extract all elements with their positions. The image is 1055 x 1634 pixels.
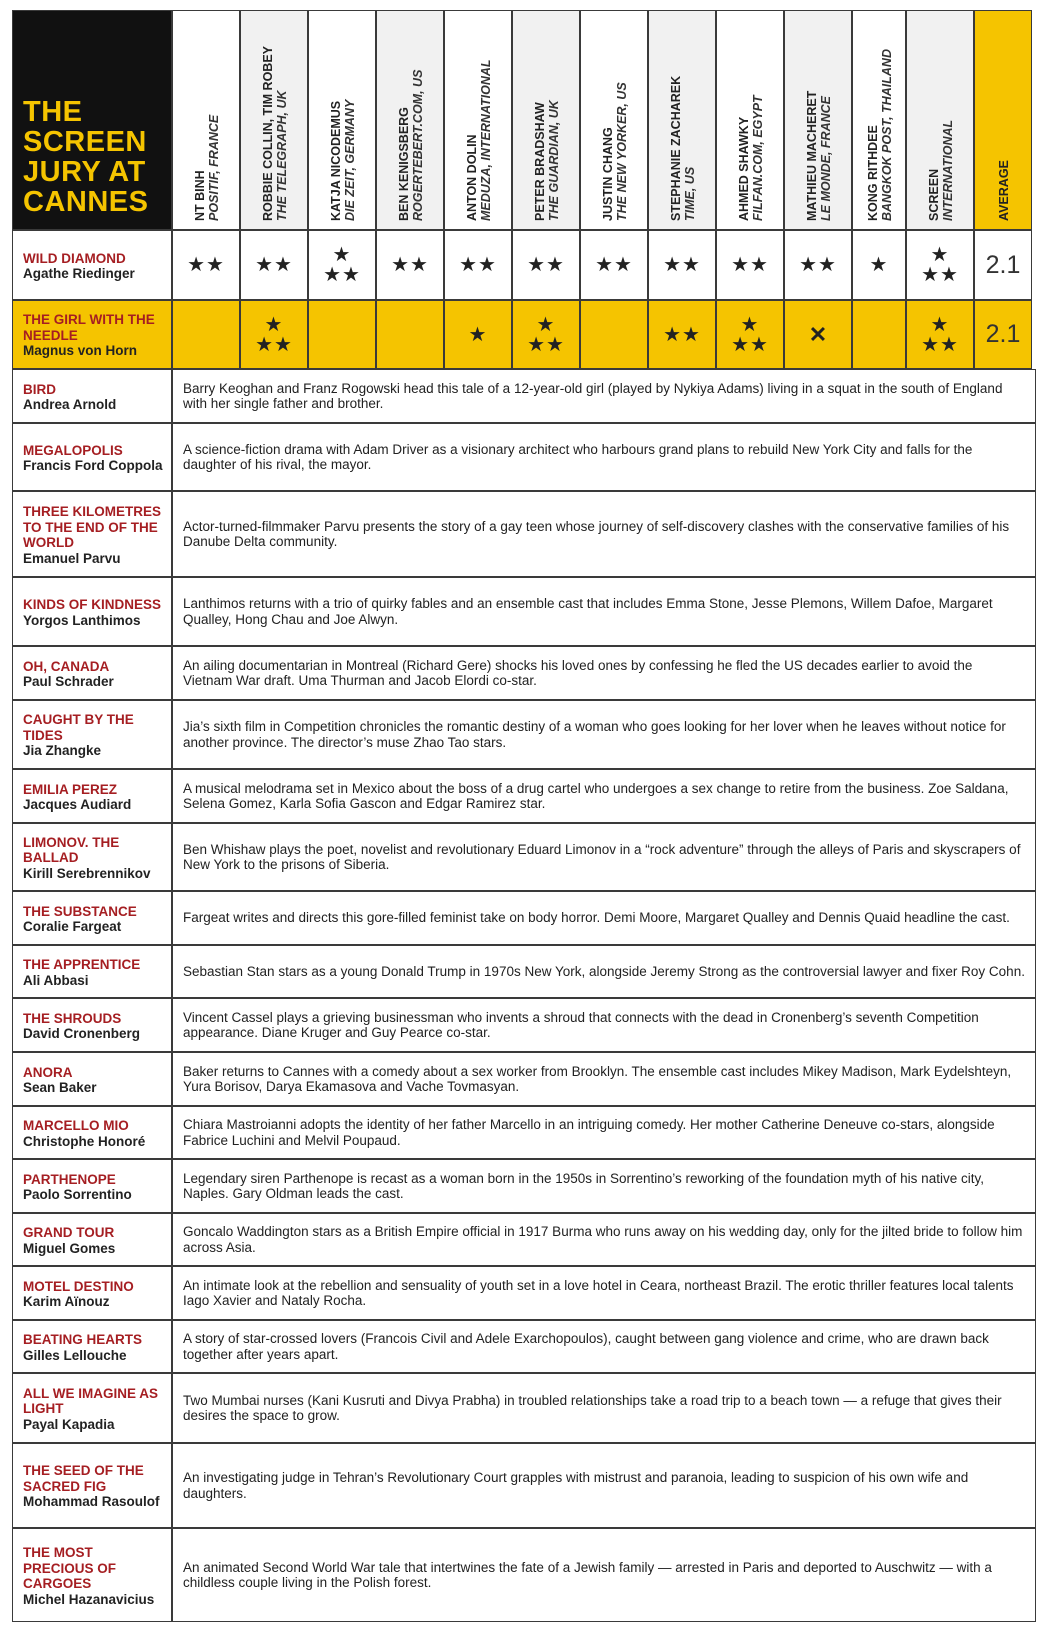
critic-label [261,46,289,221]
film-cell [12,1159,172,1213]
critic-header [512,10,580,230]
film-synopsis-cell [172,1266,1036,1320]
rating-cell [444,300,512,369]
film-synopsis: An investigating judge in Tehran’s Revolutionary Court grapples with mistrust and paranoia, leading to suspicion of his own wife and daughters. [183,1470,969,1501]
critic-label [329,100,357,221]
film-title: CAUGHT BY THE TIDES [23,712,134,743]
film-title: BIRD [23,381,56,397]
film-title: ALL WE IMAGINE AS LIGHT [23,1385,158,1417]
critic-label [601,82,629,221]
film-cell [12,491,172,577]
film-synopsis: Ben Whishaw plays the poet, novelist and revolutionary Eduard Limonov in a “rock adventure” through the alleys of Paris and skyscrapers of New York to the prisons of Siberia. [183,841,1021,872]
film-synopsis-cell [172,700,1036,769]
star-rating: ★ ★★ [255,313,293,356]
film-synopsis-cell [172,1213,1036,1266]
film-cell [12,1052,172,1106]
rating-cell [852,230,906,300]
film-synopsis: A science-fiction drama with Adam Driver as a visionary architect who harbours grand plans to rebuild New York City and falls for the daughter of his rival, the mayor. [183,441,973,472]
film-director: Coralie Fargeat [23,919,122,934]
film-synopsis: A story of star-crossed lovers (Francois Civil and Adele Exarchopoulos), caught between gang violence and crime, who are drawn back together after years apart. [183,1331,989,1362]
film-director: Paul Schrader [23,674,114,689]
film-synopsis: Jia’s sixth film in Competition chronicles the romantic destiny of a woman who goes looking for her lover when he leaves without notice for another province. The director’s muse Zhao Tao stars. [183,719,1006,750]
film-synopsis: A musical melodrama set in Mexico about the boss of a drug cartel who undergoes a sex change to retire from the business. Zoe Saldana, Selena Gomez, Karla Sofia Gascon and Edgar Ramirez star. [183,780,1009,811]
film-synopsis-cell [172,769,1036,823]
film-title: THE GIRL WITH THE NEEDLE [23,312,155,343]
film-cell [12,769,172,823]
film-title: EMILIA PEREZ [23,781,118,797]
film-synopsis-cell [172,1320,1036,1373]
film-synopsis: Vincent Cassel plays a grieving businessman who invents a shroud that connects with the dead in Cronenberg’s seventh Competition appearance. Diane Kruger and Guy Pearce co-star. [183,1009,979,1040]
rating-cell [172,230,240,300]
critic-name: STEPHANIE ZACHAREK [669,75,683,221]
rated-film-cell [12,300,172,369]
film-director: Ali Abbasi [23,972,89,988]
rating-cell [716,230,784,300]
rating-cell [240,230,308,300]
film-director: Francis Ford Coppola [23,458,163,473]
rating-cell [648,230,716,300]
film-title: KINDS OF KINDNESS [23,597,162,612]
film-cell [12,1443,172,1528]
average-label: AVERAGE [997,160,1011,221]
average-header [974,10,1032,230]
critic-name: JUSTIN CHANG [601,127,615,221]
critic-header [580,10,648,230]
page-title: THE SCREEN JURY AT CANNES [23,96,149,218]
critic-name: ROBBIE COLLIN, TIM ROBEY [261,46,275,221]
film-title: MOTEL DESTINO [23,1278,134,1294]
film-synopsis: Lanthimos returns with a trio of quirky fables and an ensemble cast that includes Emma Stone, Jesse Plemons, Willem Dafoe, Margaret Qualley, Hong Chau and Joe Alwyn. [183,596,993,627]
film-director: Miguel Gomes [23,1240,116,1256]
critic-publication: LE MONDE, FRANCE [819,96,833,221]
rating-cell [580,230,648,300]
film-synopsis-cell [172,1052,1036,1106]
film-synopsis: An ailing documentarian in Montreal (Richard Gere) shocks his loved ones by confessing he fled the US decades earlier to avoid the Vietnam War draft. Uma Thurman and Jacob Elordi co-star. [183,657,973,688]
critic-name: BEN KENIGSBERG [397,107,411,221]
rating-cell [172,300,240,369]
rating-cell [906,300,974,369]
film-synopsis-cell [172,823,1036,891]
rating-cell [376,230,444,300]
film-synopsis-cell [172,1443,1036,1528]
star-rating: ★★ [663,254,701,276]
average-score [974,230,1032,300]
rating-cell [852,300,906,369]
film-synopsis: Fargeat writes and directs this gore-filled feminist take on body horror. Demi Moore, Margaret Qualley and Dennis Quaid headline the cast. [183,910,1010,926]
critic-name: NT BINH [193,170,207,221]
film-title: THE SHROUDS [23,1010,122,1026]
star-rating: ★★ [187,254,225,276]
film-director: David Cronenberg [23,1026,141,1041]
film-synopsis: Actor-turned-filmmaker Parvu presents the story of a gay teen whose journey of self-discovery clashes with the conservative families of his Danube Delta community. [183,518,1010,549]
film-cell [12,998,172,1052]
average-value: 2.1 [985,250,1021,279]
film-synopsis: Chiara Mastroianni adopts the identity of her father Marcello in an intriguing comedy. Her mother Catherine Deneuve co-stars, alongside Fabrice Luchini and Melvil Poupaud. [183,1117,995,1148]
star-rating: ★★ [663,323,701,346]
film-synopsis-cell [172,1106,1036,1159]
rating-cell [906,230,974,300]
critic-publication: INTERNATIONAL [941,119,955,221]
film-cell [12,646,172,700]
critic-publication: ROGERTEBERT.COM, US [411,69,425,221]
film-director: Agathe Riedinger [23,266,135,281]
film-synopsis-cell [172,491,1036,577]
critic-publication: THE NEW YORKER, US [615,82,629,221]
rated-film-cell [12,230,172,300]
average-label-wrap [997,160,1011,221]
film-director: Paolo Sorrentino [23,1187,132,1202]
film-title: THE SEED OF THE SACRED FIG [23,1463,144,1494]
bad-rating-cross-icon: ✕ [808,321,828,347]
star-rating: ★ ★★ [731,313,769,356]
star-rating: ★★ [255,254,293,276]
film-director: Christophe Honoré [23,1133,146,1149]
star-rating: ★★ [799,254,837,276]
star-rating: ★★ [595,254,633,276]
star-rating: ★★ [459,254,497,276]
film-synopsis: Goncalo Waddington stars as a British Empire official in 1917 Burma who runs away on his wedding day, only for the jilted bride to follow him across Asia. [183,1224,1023,1255]
critic-name: KONG RITHDEE [866,125,880,221]
critic-name: MATHIEU MACHERET [805,90,819,221]
star-rating: ★ ★★ [527,313,565,356]
critic-publication: FILFAN.COM, EGYPT [751,95,765,221]
rating-cell [240,300,308,369]
film-director: Jia Zhangke [23,743,102,759]
film-synopsis: Barry Keoghan and Franz Rogowski head this tale of a 12-year-old girl (played by Nykiya Adams) living in a squat in the south of England with her single father and brother. [183,380,1003,411]
film-synopsis-cell [172,945,1036,998]
rating-cell [648,300,716,369]
average-score [974,300,1032,369]
film-synopsis: Two Mumbai nurses (Kani Kusruti and Divya Prabha) in troubled relationships take a road trip to a beach town — a refuge that gives their desires the space to grow. [183,1392,1002,1423]
critic-publication: TIME, US [683,166,697,221]
rating-cell [376,300,444,369]
film-cell [12,423,172,491]
critic-label [397,70,425,221]
title-block [12,10,172,230]
critic-header [308,10,376,230]
film-title: GRAND TOUR [23,1225,115,1240]
star-rating: ★ ★★ [921,244,959,286]
star-rating: ★★ [391,254,429,276]
star-rating: ★ [869,254,889,276]
film-title: LIMONOV. THE BALLAD [23,834,120,866]
critic-name: KATJA NICODEMUS [329,100,343,221]
film-title: THE SUBSTANCE [23,903,137,919]
film-title: PARTHENOPE [23,1171,116,1187]
critic-label [866,49,894,221]
film-cell [12,577,172,646]
film-title: THE APPRENTICE [23,957,141,972]
film-director: Andrea Arnold [23,397,117,412]
rating-cell [308,300,376,369]
film-synopsis-cell [172,998,1036,1052]
critic-header [172,10,240,230]
film-synopsis-cell [172,423,1036,491]
critic-header [784,10,852,230]
film-cell [12,1213,172,1266]
film-director: Mohammad Rasoulof [23,1494,160,1510]
critic-publication: MEDUZA, INTERNATIONAL [479,59,493,221]
star-rating: ★ [468,323,488,346]
rating-cell [784,300,852,369]
film-synopsis: An animated Second World War tale that intertwines the fate of a Jewish family — arrested in Paris and deported to Auschwitz — with a childless couple living in the Polish forest. [183,1559,992,1590]
critic-header [906,10,974,230]
critic-publication: BANGKOK POST, THAILAND [880,49,894,221]
film-synopsis: Sebastian Stan stars as a young Donald Trump in 1970s New York, alongside Jeremy Strong as the controversial lawyer and fixer Roy Cohn. [183,963,1025,979]
film-director: Gilles Lellouche [23,1347,127,1363]
film-title: BEATING HEARTS [23,1332,143,1347]
film-cell [12,369,172,423]
critic-header [852,10,906,230]
star-rating: ★★ [731,254,769,276]
critic-label [737,95,765,221]
critic-header [648,10,716,230]
star-rating: ★ ★★ [921,313,959,356]
average-value: 2.1 [985,320,1021,348]
critic-name: ANTON DOLIN [465,134,479,221]
film-director: Magnus von Horn [23,343,137,359]
critic-header [376,10,444,230]
film-cell [12,1320,172,1373]
critic-label [533,100,561,221]
film-synopsis: An intimate look at the rebellion and sensuality of youth set in a love hotel in Ceara, northeast Brazil. The erotic thriller features local talents Iago Xavier and Nataly Rocha. [183,1277,1014,1308]
film-director: Jacques Audiard [23,797,132,812]
film-cell [12,1266,172,1320]
critic-label [193,115,221,221]
film-synopsis-cell [172,1528,1036,1622]
critic-name: SCREEN [927,168,941,221]
rating-cell [512,230,580,300]
film-cell [12,823,172,891]
film-director: Karim Aïnouz [23,1294,110,1309]
film-title: MEGALOPOLIS [23,442,123,458]
critic-publication: DIE ZEIT, GERMANY [343,99,357,221]
film-director: Yorgos Lanthimos [23,612,141,628]
film-cell [12,891,172,945]
critic-label [669,76,697,221]
film-synopsis: Baker returns to Cannes with a comedy about a sex worker from Brooklyn. The ensemble cast includes Mikey Madison, Mark Eydelshteyn, Yura Borisov, Darya Ekamasova and Vache Tovmasyan. [183,1063,1012,1094]
film-title: OH, CANADA [23,658,110,674]
film-cell [12,1106,172,1159]
rating-cell [444,230,512,300]
film-synopsis-cell [172,369,1036,423]
rating-cell [580,300,648,369]
critic-publication: THE TELEGRAPH, UK [275,90,289,221]
critic-label [805,91,833,221]
film-synopsis-cell [172,1373,1036,1443]
film-director: Kirill Serebrennikov [23,865,151,881]
film-cell [12,700,172,769]
film-title: THREE KILOMETRES TO THE END OF THE WORLD [23,504,162,550]
film-director: Emanuel Parvu [23,550,121,566]
film-cell [12,945,172,998]
critic-header [240,10,308,230]
critic-header [444,10,512,230]
rating-cell [308,230,376,300]
critic-name: AHMED SHAWKY [737,116,751,221]
film-title: ANORA [23,1064,73,1080]
film-title: WILD DIAMOND [23,250,126,266]
film-cell [12,1373,172,1443]
rating-cell [716,300,784,369]
film-director: Payal Kapadia [23,1416,115,1432]
film-director: Michel Hazanavicius [23,1591,155,1607]
rating-cell [512,300,580,369]
film-synopsis-cell [172,577,1036,646]
film-synopsis-cell [172,1159,1036,1213]
film-director: Sean Baker [23,1080,97,1095]
critic-header [716,10,784,230]
film-synopsis: Legendary siren Parthenope is recast as a woman born in the 1950s in Sorrentino’s reworking of the foundation myth of his native city, Naples. Gary Oldman leads the cast. [183,1170,984,1201]
star-rating: ★★ [527,254,565,276]
film-synopsis-cell [172,646,1036,700]
film-cell [12,1528,172,1622]
star-rating: ★ ★★ [323,244,361,286]
critic-name: PETER BRADSHAW [533,102,547,221]
critic-publication: POSITIF, FRANCE [207,114,221,221]
rating-cell [784,230,852,300]
film-synopsis-cell [172,891,1036,945]
film-title: MARCELLO MIO [23,1118,129,1133]
film-title: THE MOST PRECIOUS OF CARGOES [23,1545,117,1591]
critic-label [465,59,493,221]
critic-label [927,120,955,221]
critic-publication: THE GUARDIAN, UK [547,100,561,221]
